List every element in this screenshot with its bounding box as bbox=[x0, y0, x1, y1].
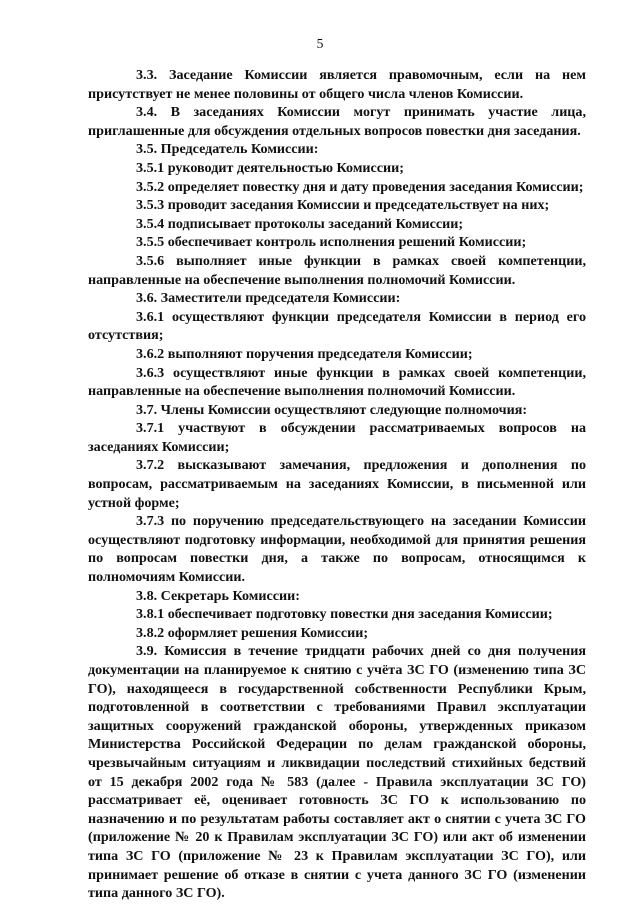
paragraph-3-3: 3.3. Заседание Комиссии является правомочным, если на нем присутствует не менее половины от общего числа членов Комиссии. bbox=[88, 67, 586, 102]
paragraph-3-5-3: 3.5.3 проводит заседания Комиссии и председательствует на них; bbox=[136, 197, 550, 214]
paragraph-3-5-1: 3.5.1 руководит деятельностью Комиссии; bbox=[136, 159, 404, 176]
paragraph-3-6: 3.6. Заместители председателя Комиссии: bbox=[136, 290, 401, 307]
paragraph-3-6-3: 3.6.3 осуществляют иные функции в рамках своей компетенции, направленные на обеспечение выполнения полномочий Комиссии. bbox=[88, 364, 586, 400]
paragraph-3-5-4: 3.5.4 подписывает протоколы заседаний Комиссии; bbox=[136, 215, 464, 232]
paragraph-3-6-2: 3.6.2 выполняют поручения председателя Комиссии; bbox=[136, 345, 473, 362]
paragraph-3-9: 3.9. Комиссия в течение тридцати рабочих дней со дня получения документации на планируемое к снятию с учёта ЗС ГО (изменению типа ЗС ГО), находящееся в государственной собственности Республики Крым, подготовленной в соответствии с требованиями Правил эксплуатации защитных сооружений гражданской обороны, утвержденных приказом Министерства Российской Федерации по делам гражданской обороны, чрезвычайным ситуациям и ликвидации последствий стихийных бедствий от 15 декабря 2002 года № 583 (далее - Правила эксплуатации ЗС ГО) рассматривает её, оценивает готовность ЗС ГО к использованию по назначению и по результатам работы составляет акт о снятии с учета ЗС ГО (приложение № 20 к Правилам эксплуатации ЗС ГО) или акт об изменении типа ЗС ГО (приложение № 23 к Правилам эксплуатации ЗС ГО), или принимает решение об отказе в снятии с учета данного ЗС ГО (изменении типа данного ЗС ГО). bbox=[88, 643, 586, 902]
paragraph-3-5-2: 3.5.2 определяет повестку дня и дату проведения заседания Комиссии; bbox=[136, 178, 584, 195]
paragraph-3-4: 3.4. В заседаниях Комиссии могут принимать участие лица, приглашенные для обсуждения отдельных вопросов повестки дня заседания. bbox=[88, 104, 586, 139]
paragraph-3-8-2: 3.8.2 оформляет решения Комиссии; bbox=[136, 624, 369, 641]
paragraph-3-8: 3.8. Секретарь Комиссии: bbox=[136, 587, 300, 604]
paragraph-3-5-5: 3.5.5 обеспечивает контроль исполнения решений Комиссии; bbox=[136, 234, 527, 251]
page-number: 5 bbox=[316, 36, 324, 51]
paragraph-3-7-2: 3.7.2 высказывают замечания, предложения и дополнения по вопросам, рассматриваемым на заседаниях Комиссии, в письменной или устной форме; bbox=[88, 457, 586, 511]
document-body bbox=[88, 66, 586, 903]
paragraph-3-7-1: 3.7.1 участвуют в обсуждении рассматриваемых вопросов на заседаниях Комиссии; bbox=[88, 420, 586, 455]
paragraph-3-7: 3.7. Члены Комиссии осуществляют следующие полномочия: bbox=[136, 401, 528, 418]
paragraph-3-5-6: 3.5.6 выполняет иные функции в рамках своей компетенции, направленные на обеспечение выполнения полномочий Комиссии. bbox=[88, 252, 586, 288]
paragraph-3-8-1: 3.8.1 обеспечивает подготовку повестки дня заседания Комиссии; bbox=[136, 606, 553, 623]
paragraph-3-6-1: 3.6.1 осуществляют функции председателя Комиссии в период его отсутствия; bbox=[88, 308, 586, 344]
paragraph-3-7-3: 3.7.3 по поручению председательствующего на заседании Комиссии осуществляют подготовку информации, необходимой для принятия решения по вопросам повестки дня, а также по вопросам, относящимся к полномочиям Комиссии. bbox=[88, 513, 586, 586]
paragraph-3-5: 3.5. Председатель Комиссии: bbox=[136, 141, 319, 158]
